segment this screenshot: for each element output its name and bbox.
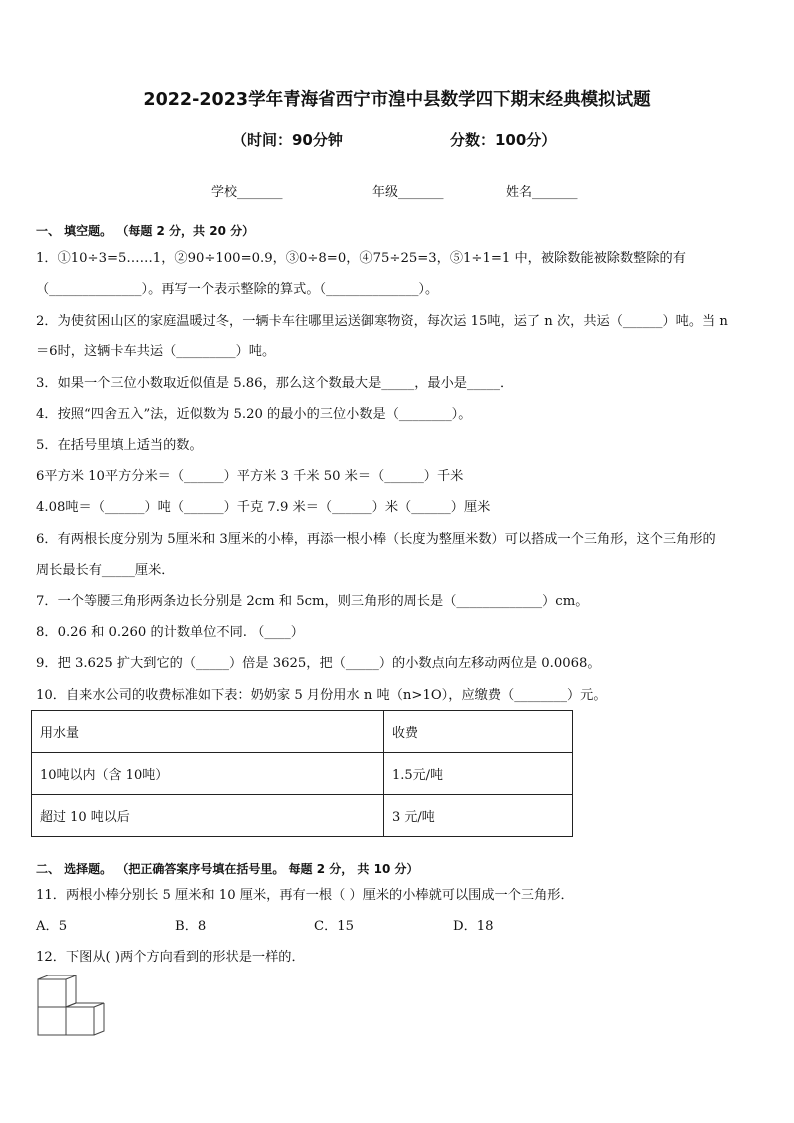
exam-score: 分数：100分） — [450, 131, 557, 149]
question-8: 8．0.26 和 0.260 的计数单位不同. （____） — [36, 625, 304, 640]
question-2-line-1: 2．为使贫困山区的家庭温暖过冬，一辆卡车往哪里运送御寒物资，每次运 15吨，运了 n 次，共运（______）吨。当 n — [36, 314, 728, 329]
grade-field: 年级_______ — [372, 185, 444, 200]
question-4: 4．按照“四舍五入”法，近似数为 5.20 的最小的三位小数是（________）。 — [36, 407, 472, 422]
option-c: C．15 — [314, 919, 355, 934]
exam-time: （时间：90分钟 — [232, 131, 343, 149]
table-row — [32, 753, 573, 795]
question-2-line-2: ＝6时，这辆卡车共运（_________）吨。 — [36, 344, 276, 359]
school-field: 学校_______ — [211, 185, 283, 200]
question-5-row-b: 4.08吨＝（______）吨（______）千克 7.9 米＝（______）米（______）厘米 — [36, 500, 491, 515]
table-cell: 超过 10 吨以后 — [32, 795, 384, 837]
question-9: 9．把 3.625 扩大到它的（_____）倍是 3625，把（_____）的小数点向左移动两位是 0.0068。 — [36, 656, 601, 671]
table-cell: 10吨以内（含 10吨） — [32, 753, 384, 795]
table-header-cell: 用水量 — [32, 711, 384, 753]
cube-stack-figure — [36, 975, 110, 1037]
table-cell: 1.5元/吨 — [384, 753, 573, 795]
option-d: D．18 — [453, 919, 494, 934]
section-1-heading: 一、 填空题。 （每题 2 分，共 20 分） — [36, 224, 255, 238]
page-title: 2022-2023学年青海省西宁市湟中县数学四下期末经典模拟试题 — [143, 90, 651, 110]
question-3: 3．如果一个三位小数取近似值是 5.86，那么这个数最大是_____，最小是_____． — [36, 376, 514, 391]
table-header-cell: 收费 — [384, 711, 573, 753]
question-1-line-2: （______________）。再写一个表示整除的算式。（______________）。 — [36, 282, 439, 297]
question-7: 7．一个等腰三角形两条边长分别是 2cm 和 5cm，则三角形的周长是（_____________）cm。 — [36, 594, 589, 609]
question-6-line-1: 6．有两根长度分别为 5厘米和 3厘米的小棒，再添一根小棒（长度为整厘米数）可以搭成一个三角形，这个三角形的 — [36, 532, 716, 547]
table-cell: 3 元/吨 — [384, 795, 573, 837]
question-10: 10．自来水公司的收费标准如下表：奶奶家 5 月份用水 n 吨（n>1O），应缴费（________）元。 — [36, 688, 607, 703]
fee-table — [31, 710, 573, 837]
question-6-line-2: 周长最长有_____厘米． — [36, 563, 175, 578]
name-field: 姓名_______ — [506, 185, 578, 200]
table-header-row — [32, 711, 573, 753]
question-5-row-a: 6平方米 10平方分米＝（______）平方米 3 千米 50 米＝（______）千米 — [36, 469, 464, 484]
option-a: A．5 — [36, 919, 68, 934]
table-row — [32, 795, 573, 837]
question-12: 12．下图从( )两个方向看到的形状是一样的． — [36, 950, 305, 965]
question-1-line-1: 1．①10÷3=5……1，②90÷100=0.9，③0÷8=0，④75÷25=3，⑤1÷1=1 中，被除数能被除数整除的有 — [36, 251, 686, 266]
option-b: B．8 — [175, 919, 207, 934]
question-11: 11．两根小棒分别长 5 厘米和 10 厘米，再有一根（ ）厘米的小棒就可以围成一个三角形． — [36, 888, 574, 903]
question-5: 5．在括号里填上适当的数。 — [36, 438, 203, 453]
section-2-heading: 二、 选择题。 （把正确答案序号填在括号里。 每题 2 分， 共 10 分） — [36, 862, 419, 876]
